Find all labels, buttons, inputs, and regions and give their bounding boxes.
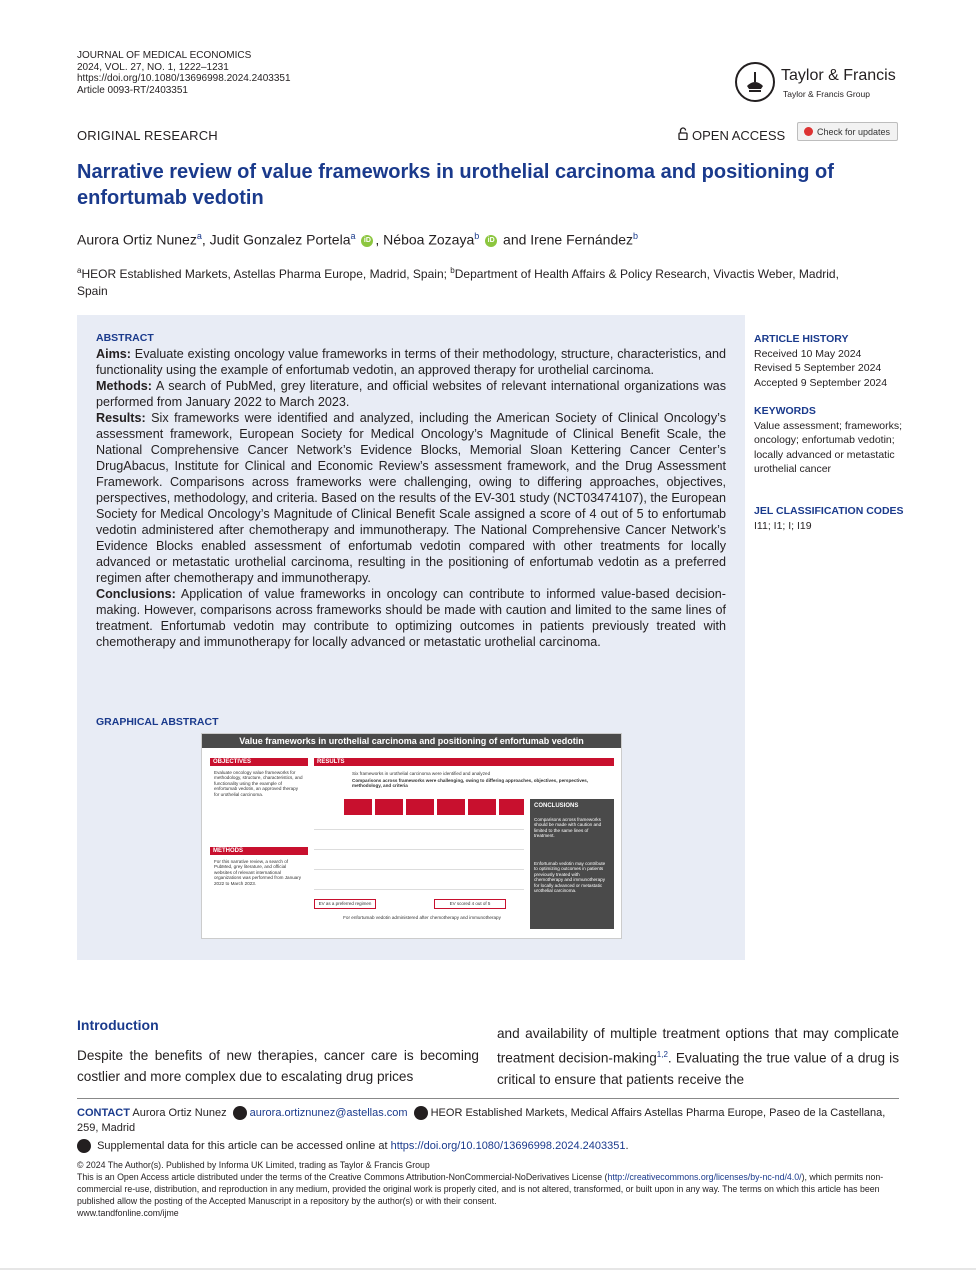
keywords-heading: KEYWORDS: [754, 405, 816, 417]
license-link[interactable]: http://creativecommons.org/licenses/by-nc-nd/4.0/: [607, 1172, 802, 1182]
contact-name: Aurora Ortiz Nunez: [132, 1107, 227, 1119]
results-label: Results:: [96, 411, 146, 425]
ga-table-rule: [314, 849, 524, 850]
orcid-icon[interactable]: iD: [485, 235, 497, 247]
open-access-badge: [678, 127, 785, 143]
aims-text: Evaluate existing oncology value frameworks in terms of their methodology, structure, characteristics, and functionality using the example of enfortumab vedotin, an approved therapy for urothelial carcinoma.: [96, 347, 727, 377]
ga-table-col: [499, 799, 524, 815]
author-name[interactable]: Néboa Zozaya: [383, 231, 475, 248]
article-history: [754, 332, 887, 390]
ga-results-bullet-2: Comparisons across frameworks were challenging, owing to differing approaches, objectives, perspectives, methodology, and criteria: [352, 778, 589, 789]
contact-label: CONTACT: [77, 1107, 130, 1119]
citation-link[interactable]: 1,2: [656, 1050, 668, 1059]
conclusions-label: Conclusions:: [96, 587, 176, 601]
supplemental-link[interactable]: https://doi.org/10.1080/13696998.2024.2403351: [390, 1139, 626, 1152]
copyright-line: © 2024 The Author(s). Published by Informa UK Limited, trading as Taylor & Francis Group: [77, 1160, 430, 1170]
journal-site[interactable]: www.tandfonline.com/ijme: [77, 1208, 179, 1218]
introduction-heading: Introduction: [77, 1017, 159, 1033]
ga-ev-preferred-label: EV as a preferred regimen: [314, 899, 376, 909]
affiliations: [77, 262, 847, 300]
author-affil-sup: b: [474, 231, 480, 241]
journal-header: [77, 50, 291, 96]
graphical-abstract-heading: GRAPHICAL ABSTRACT: [96, 716, 219, 728]
publisher-name: Taylor & Francis: [781, 67, 896, 84]
author-affil-sup: a: [350, 231, 356, 241]
ga-results-bullet-1: Six frameworks in urothelial carcinoma were identified and analyzed: [352, 771, 491, 776]
ga-table-rule: [314, 829, 524, 830]
intro-col2-text-b: . Evaluating the true value of a drug is critical to ensure that patients receive the: [497, 1050, 899, 1087]
abstract-body: [96, 346, 726, 650]
abstract-results: [96, 410, 726, 586]
license-block: [77, 1159, 907, 1219]
author-name[interactable]: Judit Gonzalez Portela: [209, 231, 351, 248]
ga-table-col: [406, 799, 434, 815]
ga-table-rule: [314, 869, 524, 870]
check-for-updates-label: Check for updates: [817, 126, 891, 137]
ga-objectives-text: Evaluate oncology value frameworks for methodology, structure, characteristics, and functionality using the example of enfortumab vedotin, an approved therapy for urothelial carcinoma.: [214, 770, 303, 797]
ga-conclusions-heading: CONCLUSIONS: [534, 803, 579, 809]
publisher-emblem-icon: [735, 62, 775, 102]
affil-sup: a: [77, 266, 82, 275]
check-for-updates-button[interactable]: [797, 122, 898, 141]
ga-results-heading: RESULTS: [314, 758, 614, 766]
lock-open-icon: [678, 127, 688, 143]
aims-label: Aims:: [96, 347, 131, 361]
publisher-group: Taylor & Francis Group: [783, 89, 870, 99]
author-affil-sup: a: [196, 231, 202, 241]
email-icon: [233, 1106, 247, 1120]
results-text: Six frameworks were identified and analyzed, including the American Society of Clinical Oncology’s assessment framework, European Society for Medical Oncology’s Magnitude of Clinical Benefit Scale, the National Comprehensive Cancer Network’s Evidence Blocks, Memorial Sloan Kettering Cancer Center’s DrugAbacus, Institute for Clinical and Economic Review’s assessment framework, and the Drug Assessment Framework. Comparisons across frameworks were challenging, owing to differing approaches, objectives, perspectives, methodology, and criteria. Based on the results of the EV-301 study (NCT03474107), the European Society for Medical Oncology’s Magnitude of Clinical Benefit Scale assigned a score of 4 out of 5 to enfortumab vedotin administered after chemotherapy and immunotherapy. The National Comprehensive Cancer Network’s Evidence Blocks enabled assessment of enfortumab vedotin compared with other treatments for locally advanced or metastatic urothelial carcinoma, resulting in the positioning of enfortumab vedotin as a preferred regimen after chemotherapy and immunotherapy.: [96, 411, 727, 585]
journal-name: JOURNAL OF MEDICAL ECONOMICS: [77, 50, 252, 61]
ga-title: Value frameworks in urothelial carcinoma and positioning of enfortumab vedotin: [202, 734, 621, 748]
graphical-abstract-figure[interactable]: [201, 733, 622, 939]
conclusions-text: Application of value frameworks in oncology can contribute to informed value-based decision-making. However, comparisons across frameworks should be made with caution and limited to the same lines of treatment. Enfortumab vedotin may contribute to optimizing outcomes in patients previously treated with chemotherapy and immunotherapy for locally advanced or metastatic urothelial carcinoma.: [96, 587, 726, 649]
license-text: [77, 1171, 907, 1207]
ga-methods-text: For this narrative review, a search of PubMed, grey literature, and official websites of relevant international organizations was performed from January 2022 to March 2023.: [214, 859, 302, 886]
crossmark-icon: [804, 127, 813, 136]
keywords-text: Value assessment; frameworks; oncology; enfortumab vedotin; locally advanced or metastatic urothelial cancer: [754, 419, 903, 475]
received-date: Received 10 May 2024: [754, 347, 862, 360]
contact-email-link[interactable]: aurora.ortiznunez@astellas.com: [249, 1107, 408, 1119]
supplemental-end: .: [625, 1139, 629, 1152]
ga-comparison-table: [314, 799, 524, 909]
ga-ev-score-label: EV scored 4 out of 5: [434, 899, 506, 909]
affil-sup: b: [450, 266, 455, 275]
jel-heading: JEL CLASSIFICATION CODES: [754, 505, 904, 517]
jel-text: I11; I1; I; I19: [754, 519, 812, 532]
article-number: Article 0093-RT/2403351: [77, 84, 188, 96]
ga-conclusion-1: Comparisons across frameworks should be made with caution and limited to the same lines of treatment.: [534, 817, 602, 839]
author-name[interactable]: Aurora Ortiz Nunez: [77, 231, 197, 248]
journal-volume: 2024, VOL. 27, NO. 1, 1222–1231: [77, 61, 229, 73]
journal-doi[interactable]: https://doi.org/10.1080/13696998.2024.2403351: [77, 73, 291, 84]
author-list: Aurora Ortiz Nunez$^a$, Judit Gonzalez Portela$^a$ iD , Néboa Zozaya$^b$ iD and Irene Fernández$^b$: [77, 231, 639, 248]
accepted-date: Accepted 9 September 2024: [754, 376, 888, 389]
contact-info: [77, 1106, 899, 1136]
ga-table-col: [375, 799, 403, 815]
abstract-aims: [96, 346, 726, 378]
section-label: ORIGINAL RESEARCH: [77, 128, 218, 143]
intro-col2-text-a: and availability of multiple treatment options that may complicate treatment decision-making: [497, 1026, 899, 1066]
supplemental-note: [77, 1139, 629, 1153]
address-icon: [414, 1106, 428, 1120]
ga-methods-heading: METHODS: [210, 847, 308, 855]
publisher-logo[interactable]: [735, 62, 905, 106]
ga-table-rule: [314, 889, 524, 890]
intro-column-2: [497, 1023, 899, 1090]
ga-conclusions-panel: [530, 799, 614, 929]
revised-date: Revised 5 September 2024: [754, 362, 882, 374]
supplemental-text: Supplemental data for this article can be accessed online at: [97, 1139, 388, 1152]
author-affil-sup: b: [633, 231, 639, 241]
methods-label: Methods:: [96, 379, 152, 393]
open-access-label: OPEN ACCESS: [692, 127, 786, 143]
abstract-conclusions: [96, 586, 726, 650]
keywords: [754, 404, 904, 477]
intro-column-1: Despite the benefits of new therapies, cancer care is becoming costlier and more complex due to escalating drug prices: [77, 1048, 479, 1084]
author-conjunction: and: [503, 231, 527, 248]
supplemental-icon: [77, 1139, 91, 1153]
orcid-icon[interactable]: iD: [361, 235, 373, 247]
ga-table-col: [344, 799, 372, 815]
jel-codes: [754, 504, 904, 533]
abstract-methods: [96, 378, 726, 410]
author-name[interactable]: Irene Fernández: [530, 231, 634, 248]
ga-footer: For enfortumab vedotin administered after chemotherapy and immunotherapy: [343, 915, 501, 920]
ga-objectives-heading: OBJECTIVES: [210, 758, 308, 766]
footer-divider: [77, 1098, 899, 1099]
article-history-heading: ARTICLE HISTORY: [754, 333, 849, 345]
abstract-heading: ABSTRACT: [96, 332, 154, 344]
license-text-a: This is an Open Access article distributed under the terms of the Creative Commons Attribution-NonCommercial-NoDerivatives License (: [77, 1172, 608, 1182]
methods-text: A search of PubMed, grey literature, and official websites of relevant international organizations was performed from January 2022 to March 2023.: [96, 379, 726, 409]
affiliation-a: HEOR Established Markets, Astellas Pharma Europe, Madrid, Spain;: [81, 267, 447, 281]
ga-conclusion-2: Enfortumab vedotin may contribute to optimizing outcomes in patients previously treated with chemotherapy and immunotherapy for locally advanced or metastatic urothelial carcinoma.: [534, 861, 606, 894]
license-text-b: ), which permits non-commercial re-use, distribution, and reproduction in any medium, provided the original work is properly cited, and is not altered, transformed, or built upon in any way. The terms on which this article has been published allow the posting of the Accepted Manuscript in a repository by the author(s) or with their consent.: [77, 1172, 884, 1206]
affiliation-b: Department of Health Affairs & Policy Research, Vivactis Weber, Madrid, Spain: [77, 267, 839, 298]
article-title: Narrative review of value frameworks in urothelial carcinoma and positioning of enfortumab vedotin: [77, 161, 834, 209]
contact-address: HEOR Established Markets, Medical Affairs Astellas Pharma Europe, Paseo de la Castellana, 259, Madrid: [77, 1107, 886, 1134]
ga-table-col: [468, 799, 496, 815]
ga-table-col: [437, 799, 465, 815]
